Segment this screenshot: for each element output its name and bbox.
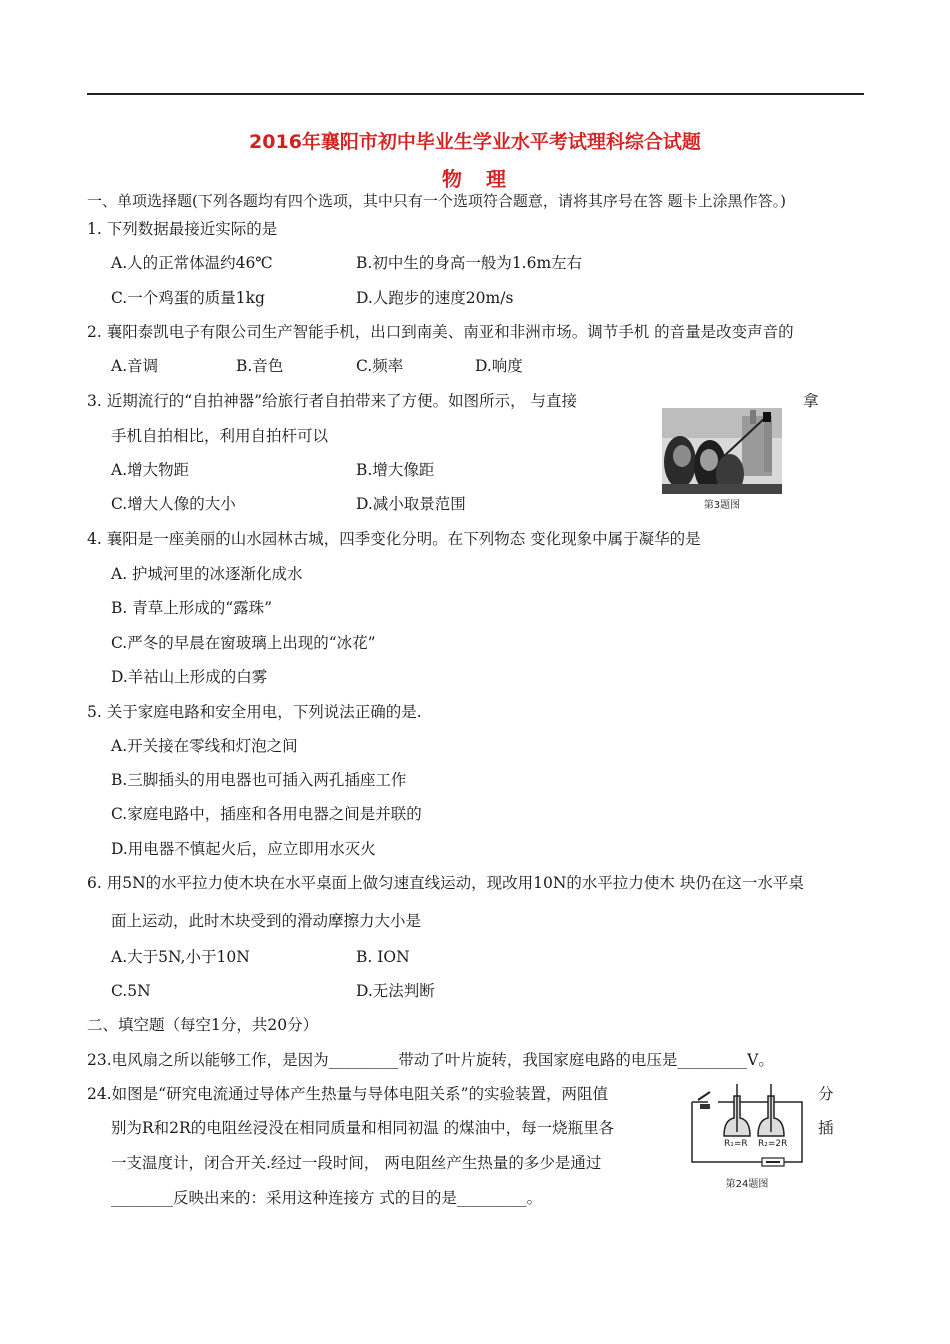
q3-option-c: C.增大人像的大小 [111,495,236,513]
q24-line1: 24.如图是“研究电流通过导体产生热量与导体电阻关系”的实验装置，两阻值 [87,1085,609,1103]
section2-heading: 二、填空题（每空1分，共20分） [87,1016,319,1034]
q4-option-b: B. 青草上形成的“露珠” [111,599,273,617]
q3-stem-line1: 3. 近期流行的“自拍神器”给旅行者自拍带来了方便。如图所示， 与直接 [87,392,577,410]
selfie-photo-image [662,408,782,494]
q3-option-d: D.减小取景范围 [356,495,466,513]
circuit-diagram [688,1082,806,1172]
q3-option-a: A.增大物距 [111,461,190,479]
exam-title: 2016年襄阳市初中毕业生学业水平考试理科综合试题 [249,131,701,153]
q5-option-d: D.用电器不慎起火后，应立即用水灭火 [111,840,376,858]
q1-option-d: D.人跑步的速度20m/s [356,289,514,307]
q4-option-c: C.严冬的早晨在窗玻璃上出现的“冰花” [111,634,376,652]
q6-option-a: A.大于5N,小于10N [111,948,250,966]
q24-line1-right: 分 [818,1085,834,1103]
q5-option-b: B.三脚插头的用电器也可插入两孔插座工作 [111,771,407,789]
q4-option-a: A. 护城河里的冰逐渐化成水 [111,565,303,583]
q5-stem: 5. 关于家庭电路和安全用电，下列说法正确的是. [87,703,422,721]
q6-stem-line2: 面上运动，此时木块受到的滑动摩擦力大小是 [111,912,422,930]
q1-option-c: C.一个鸡蛋的质量1kg [111,289,265,307]
q2-option-d: D.响度 [475,357,523,375]
q24-line4: ________反映出来的：采用这种连接方 式的目的是_________。 [111,1189,543,1207]
q1-option-a: A.人的正常体温约46℃ [111,254,273,272]
q1-option-b: B.初中生的身高一般为1.6m左右 [356,254,583,272]
figure-3-caption: 第3题图 [703,500,741,511]
q2-option-c: C.频率 [356,357,404,375]
section1-heading: 一、单项选择题(下列各题均有四个选项，其中只有一个选项符合题意，请将其序号在答 题卡上涂黑作答。) [87,192,786,210]
top-rule [87,93,864,95]
q2-option-b: B.音色 [236,357,284,375]
q3-stem-line2: 手机自拍相比，利用自拍杆可以 [111,427,329,445]
q3-stem-right: 拿 [803,392,819,410]
q6-option-b: B. ION [356,948,410,966]
q2-option-a: A.音调 [111,357,159,375]
q24-line3: 一支温度计，闭合开关.经过一段时间， 两电阻丝产生热量的多少是通过 [111,1154,602,1172]
q5-option-a: A.开关接在零线和灯泡之间 [111,737,298,755]
q4-option-d: D.羊祜山上形成的白雾 [111,668,268,686]
q1-stem: 1. 下列数据最接近实际的是 [87,220,278,238]
q6-option-c: C.5N [111,982,151,1000]
figure-24-caption: 第24题图 [725,1179,769,1190]
q23-text: 23.电风扇之所以能够工作，是因为_________带动了叶片旋转，我国家庭电路的电压是_________V。 [87,1051,774,1069]
subject-title: 物 理 [442,167,508,191]
figure-24-label-r2: R₂=2R [758,1139,788,1149]
q24-line2-right: 插 [818,1119,834,1137]
q6-option-d: D.无法判断 [356,982,435,1000]
q3-option-b: B.增大像距 [356,461,435,479]
q6-stem-line1: 6. 用5N的水平拉力使木块在水平桌面上做匀速直线运动，现改用10N的水平拉力使木 块仍在这一水平桌 [87,874,804,892]
q5-option-c: C.家庭电路中，插座和各用电器之间是并联的 [111,805,422,823]
q2-stem: 2. 襄阳泰凯电子有限公司生产智能手机，出口到南美、南亚和非洲市场。调节手机 的音量是改变声音的 [87,323,794,341]
figure-3-selfie-photo [662,408,782,510]
q4-stem: 4. 襄阳是一座美丽的山水园林古城，四季变化分明。在下列物态 变化现象中属于凝华的是 [87,530,701,548]
figure-24-label-r1: R₁=R [724,1139,748,1149]
q24-line2: 别为R和2R的电阻丝浸没在相同质量和相同初温 的煤油中，每一烧瓶里各 [111,1119,615,1137]
figure-24-circuit [688,1082,806,1190]
